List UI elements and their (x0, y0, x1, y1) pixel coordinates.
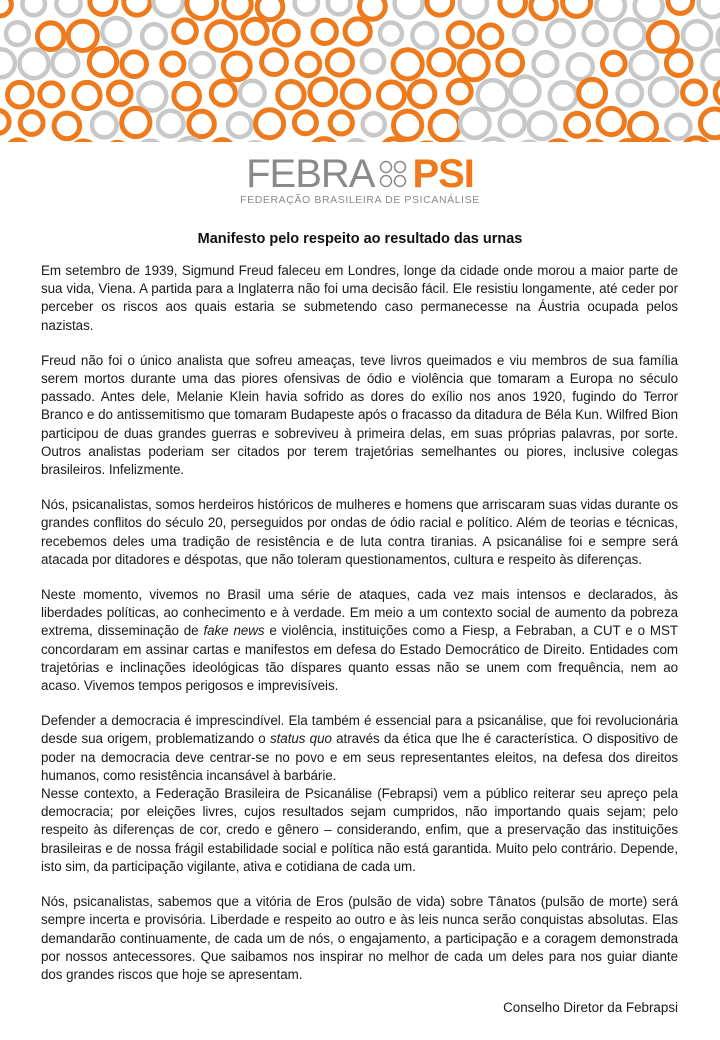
decorative-ring (666, 115, 690, 139)
paragraph-4-part-a: Neste momento, vivemos no Brasil uma série de ataques, cada vez mais intensos e declarados, às liberdades políticas, ao conhecimento e à verdade. Em meio a um contexto social de aumento da pobreza extrema, disseminação de (41, 587, 678, 639)
document-title: Manifesto pelo respeito ao resultado das urnas (197, 231, 523, 247)
decorative-ring (7, 140, 29, 142)
decorative-ring (68, 21, 97, 50)
decorative-ring (207, 22, 236, 51)
decorative-ring (158, 111, 184, 137)
decorative-ring (596, 0, 625, 20)
decorative-ring (275, 21, 299, 45)
decorative-ring (124, 0, 150, 15)
decorative-ring (162, 53, 184, 75)
decorative-ring (295, 0, 318, 15)
decorative-ring (427, 0, 453, 15)
decorative-ring (174, 20, 197, 43)
decorative-ring (550, 82, 577, 109)
paragraph-2: Freud não foi o único analista que sofreu ameaças, teve livros queimados e viu membros de sua família serem mortos durante uma das piores ofensivas de ódio e violência que tomaram a Europa no século passado. Antes dele, Melanie Klein havia sofrido as dores do exílio nos anos 1920, fugindo do Terror Branco e do antissemitismo que tomaram Budapeste após o fracasso da ditadura de Béla Kun. Wilfred Bion participou de duas grandes guerras e sobreviveu à primeira delas, em suas próprias palavras, por sorte. Outros analistas poderiam ser citados por terem trajetórias semelhantes ou piores, inclusive colegas brasileiros. Infelizmente. (41, 352, 678, 478)
decorative-ring (211, 81, 235, 105)
decorative-ring (0, 110, 9, 133)
decorative-ring (90, 0, 116, 15)
decorative-ring (635, 0, 663, 20)
decorative-ring (459, 51, 488, 80)
decorative-ring (224, 0, 251, 18)
decorative-ring (20, 49, 49, 78)
decorative-ring (294, 112, 316, 134)
decorative-ring (70, 141, 97, 142)
decorative-ring (498, 50, 523, 75)
decorative-ring (22, 0, 45, 15)
decorative-ring (122, 52, 147, 77)
decorative-ring (362, 50, 384, 72)
decorative-ring (616, 141, 640, 143)
decorative-ring (37, 23, 64, 50)
decorative-ring (342, 81, 369, 108)
decorative-ring (0, 49, 15, 77)
decorative-ring (0, 0, 11, 16)
decorative-ring (74, 82, 100, 108)
decorative-ring (630, 113, 657, 140)
decorative-ring (682, 138, 709, 142)
decorative-ring (566, 113, 589, 136)
decorative-ring (409, 81, 435, 107)
decorative-ring (699, 0, 720, 17)
decorative-ring (395, 0, 423, 17)
paragraph-6: Nesse contexto, a Federação Brasileira de Psicanálise (Febrapsi) vem a público reiterar seu apreço pela democracia; por eleições livres, cujos resultados sejam cumpridos, não importando quais sejam; pelo respeito às diferenças de cor, credo e gênero – considerando, enfim, que a preservação das instituições brasileiras e de nossa frágil estabilidade social e política não está garantida. Muito pelo contrário. Depende, isto sim, da participação vigilante, ativa e cotidiana de cada um. (41, 786, 678, 874)
decorative-ring (683, 21, 711, 49)
decorative-ring (310, 139, 338, 142)
decorative-ring (345, 19, 370, 44)
decorative-ring (500, 0, 526, 16)
decorative-ring (136, 141, 164, 142)
decorative-rings-banner (0, 0, 720, 142)
decorative-ring (257, 0, 283, 20)
decorative-ring (360, 0, 386, 19)
decorative-ring (648, 22, 677, 51)
decorative-ring (448, 80, 471, 103)
decorative-ring (460, 0, 487, 17)
rings-pattern (0, 0, 720, 142)
decorative-ring (297, 53, 320, 76)
decorative-ring (256, 110, 284, 138)
paragraph-4-part-b: e violência, instituições como a Fiesp, a Febraban, a CUT e o MST concordaram em assinar cartas e manifestos em defesa do Estado Democrático de Direito. Entidades com trajetórias e inclinações ideológicas tão díspares quanto essas não se unem com frequência, nem ao acaso. Vivemos tempos perigosos e imprevisíveis. (41, 623, 678, 694)
decorative-ring (547, 20, 573, 46)
decorative-ring (529, 113, 556, 140)
decorative-ring (603, 52, 626, 75)
decorative-ring (598, 108, 624, 134)
decorative-ring (649, 140, 673, 142)
decorative-ring (668, 0, 693, 13)
decorative-ring (430, 111, 459, 140)
decorative-ring (328, 0, 351, 14)
decorative-ring (448, 23, 472, 47)
decorative-ring (102, 18, 130, 46)
decorative-ring (278, 82, 304, 108)
decorative-ring (54, 113, 80, 139)
decorative-ring (310, 79, 336, 105)
decorative-ring (190, 53, 214, 77)
decorative-ring (92, 113, 117, 138)
decorative-ring (429, 50, 454, 75)
decorative-ring (500, 111, 525, 136)
decorative-ring (122, 108, 150, 136)
decorative-ring (142, 24, 166, 48)
decorative-ring (460, 109, 489, 138)
decorative-ring (380, 23, 402, 45)
decorative-ring (543, 141, 573, 142)
logo-psi-text: PSI (412, 152, 474, 196)
signature: Conselho Diretor da Febrapsi (503, 1000, 678, 1015)
decorative-ring (393, 50, 422, 79)
decorative-ring (189, 111, 214, 136)
febrapsi-logo (0, 152, 720, 206)
decorative-ring (6, 22, 29, 45)
decorative-ring (381, 139, 406, 142)
paragraph-4-emphasis: fake news (203, 623, 265, 639)
decorative-ring (630, 52, 657, 79)
decorative-ring (615, 19, 644, 48)
document-body (41, 262, 678, 984)
decorative-ring (20, 112, 43, 135)
decorative-ring (534, 52, 558, 76)
decorative-ring (584, 22, 607, 45)
decorative-ring (240, 81, 265, 106)
decorative-ring (702, 50, 720, 78)
paragraph-4 (41, 586, 678, 695)
decorative-ring (211, 140, 234, 142)
decorative-ring (262, 50, 287, 75)
decorative-ring (700, 109, 720, 138)
decorative-ring (618, 81, 642, 105)
decorative-ring (344, 140, 368, 142)
decorative-ring (479, 25, 502, 48)
decorative-ring (715, 80, 720, 106)
decorative-ring (153, 0, 183, 16)
decorative-ring (108, 82, 131, 105)
decorative-ring (511, 77, 540, 106)
paragraph-3: Nós, psicanalistas, somos herdeiros históricos de mulheres e homens que arriscaram suas vidas durante os grandes conflitos do século 20, perseguidos por ondas de ódio racial e político. Além de teorias e técnicas, recebemos deles uma tradição de resistência e de luta contra tiranias. A psicanálise foi e sempre será atacada por ditadores e déspotas, que não toleram questionamentos, cultura e respeito às diferenças. (41, 497, 678, 567)
decorative-ring (223, 53, 250, 80)
decorative-ring (650, 78, 677, 105)
decorative-ring (563, 0, 591, 16)
decorative-ring (478, 80, 508, 110)
paragraph-5 (41, 712, 678, 785)
decorative-ring (40, 83, 63, 106)
decorative-ring (683, 81, 706, 104)
decorative-ring (412, 23, 437, 48)
decorative-ring (394, 111, 422, 139)
paragraph-5-part-a: Defender a democracia é imprescindível. Ela também é essencial para a psicanálise, que foi revolucionária desde sua origem, problematizando o (41, 713, 678, 747)
logo-febra-text: FEBRA (246, 152, 375, 196)
decorative-ring (514, 22, 536, 44)
decorative-ring (313, 20, 336, 43)
decorative-ring (666, 51, 691, 76)
decorative-ring (531, 0, 557, 19)
logo-circles-icon (378, 159, 408, 189)
decorative-ring (187, 0, 217, 19)
logo-subtitle: FEDERAÇÃO BRASILEIRA DE PSICANÁLISE (240, 194, 480, 206)
decorative-ring (568, 54, 593, 79)
decorative-ring (138, 83, 166, 111)
paragraph-7: Nós, psicanalistas, sabemos que a vitória de Eros (pulsão de vida) sobre Tânatos (pulsão de morte) será sempre incerta e provisória. Liberdade e respeito ao outro e às leis nunca serão conquistas absolutas. Elas demandarão continuamente, de cada um de nós, o engajamento, a participação e a coragem demonstrada por nossos antecessores. Que saibamos nos inspirar no melhor de cada um deles para nos guiar diante dos grandes riscos que hoje se apresentam. (41, 894, 678, 982)
decorative-ring (228, 113, 252, 137)
decorative-ring (7, 82, 32, 107)
paragraph-1: Em setembro de 1939, Sigmund Freud faleceu em Londres, longe da cidade onde morou a maior parte de sua vida, Viena. A partida para a Inglaterra não foi uma decisão fácil. Ele resistiu longamente, até ceder por perceber os riscos aos quais estaria se submetendo caso permanecesse na Áustria ocupada pelos nazistas. (41, 263, 678, 333)
decorative-ring (327, 50, 352, 75)
decorative-ring (363, 113, 385, 135)
decorative-ring (52, 50, 78, 76)
paragraph-5-emphasis: status quo (269, 731, 332, 747)
decorative-ring (174, 83, 200, 109)
decorative-ring (582, 141, 607, 142)
paragraph-5-part-b: através da ética que lhe é característica. O dispositivo de poder na democracia deve centrar-se no povo e em seus representantes eleitos, na defesa dos direitos humanos, como resistência incansável à barbárie. (41, 731, 678, 783)
decorative-ring (379, 82, 405, 108)
decorative-ring (330, 112, 352, 134)
decorative-ring (243, 19, 267, 43)
decorative-ring (479, 139, 507, 142)
decorative-ring (579, 79, 606, 106)
decorative-ring (89, 48, 116, 75)
decorative-ring (56, 0, 80, 16)
